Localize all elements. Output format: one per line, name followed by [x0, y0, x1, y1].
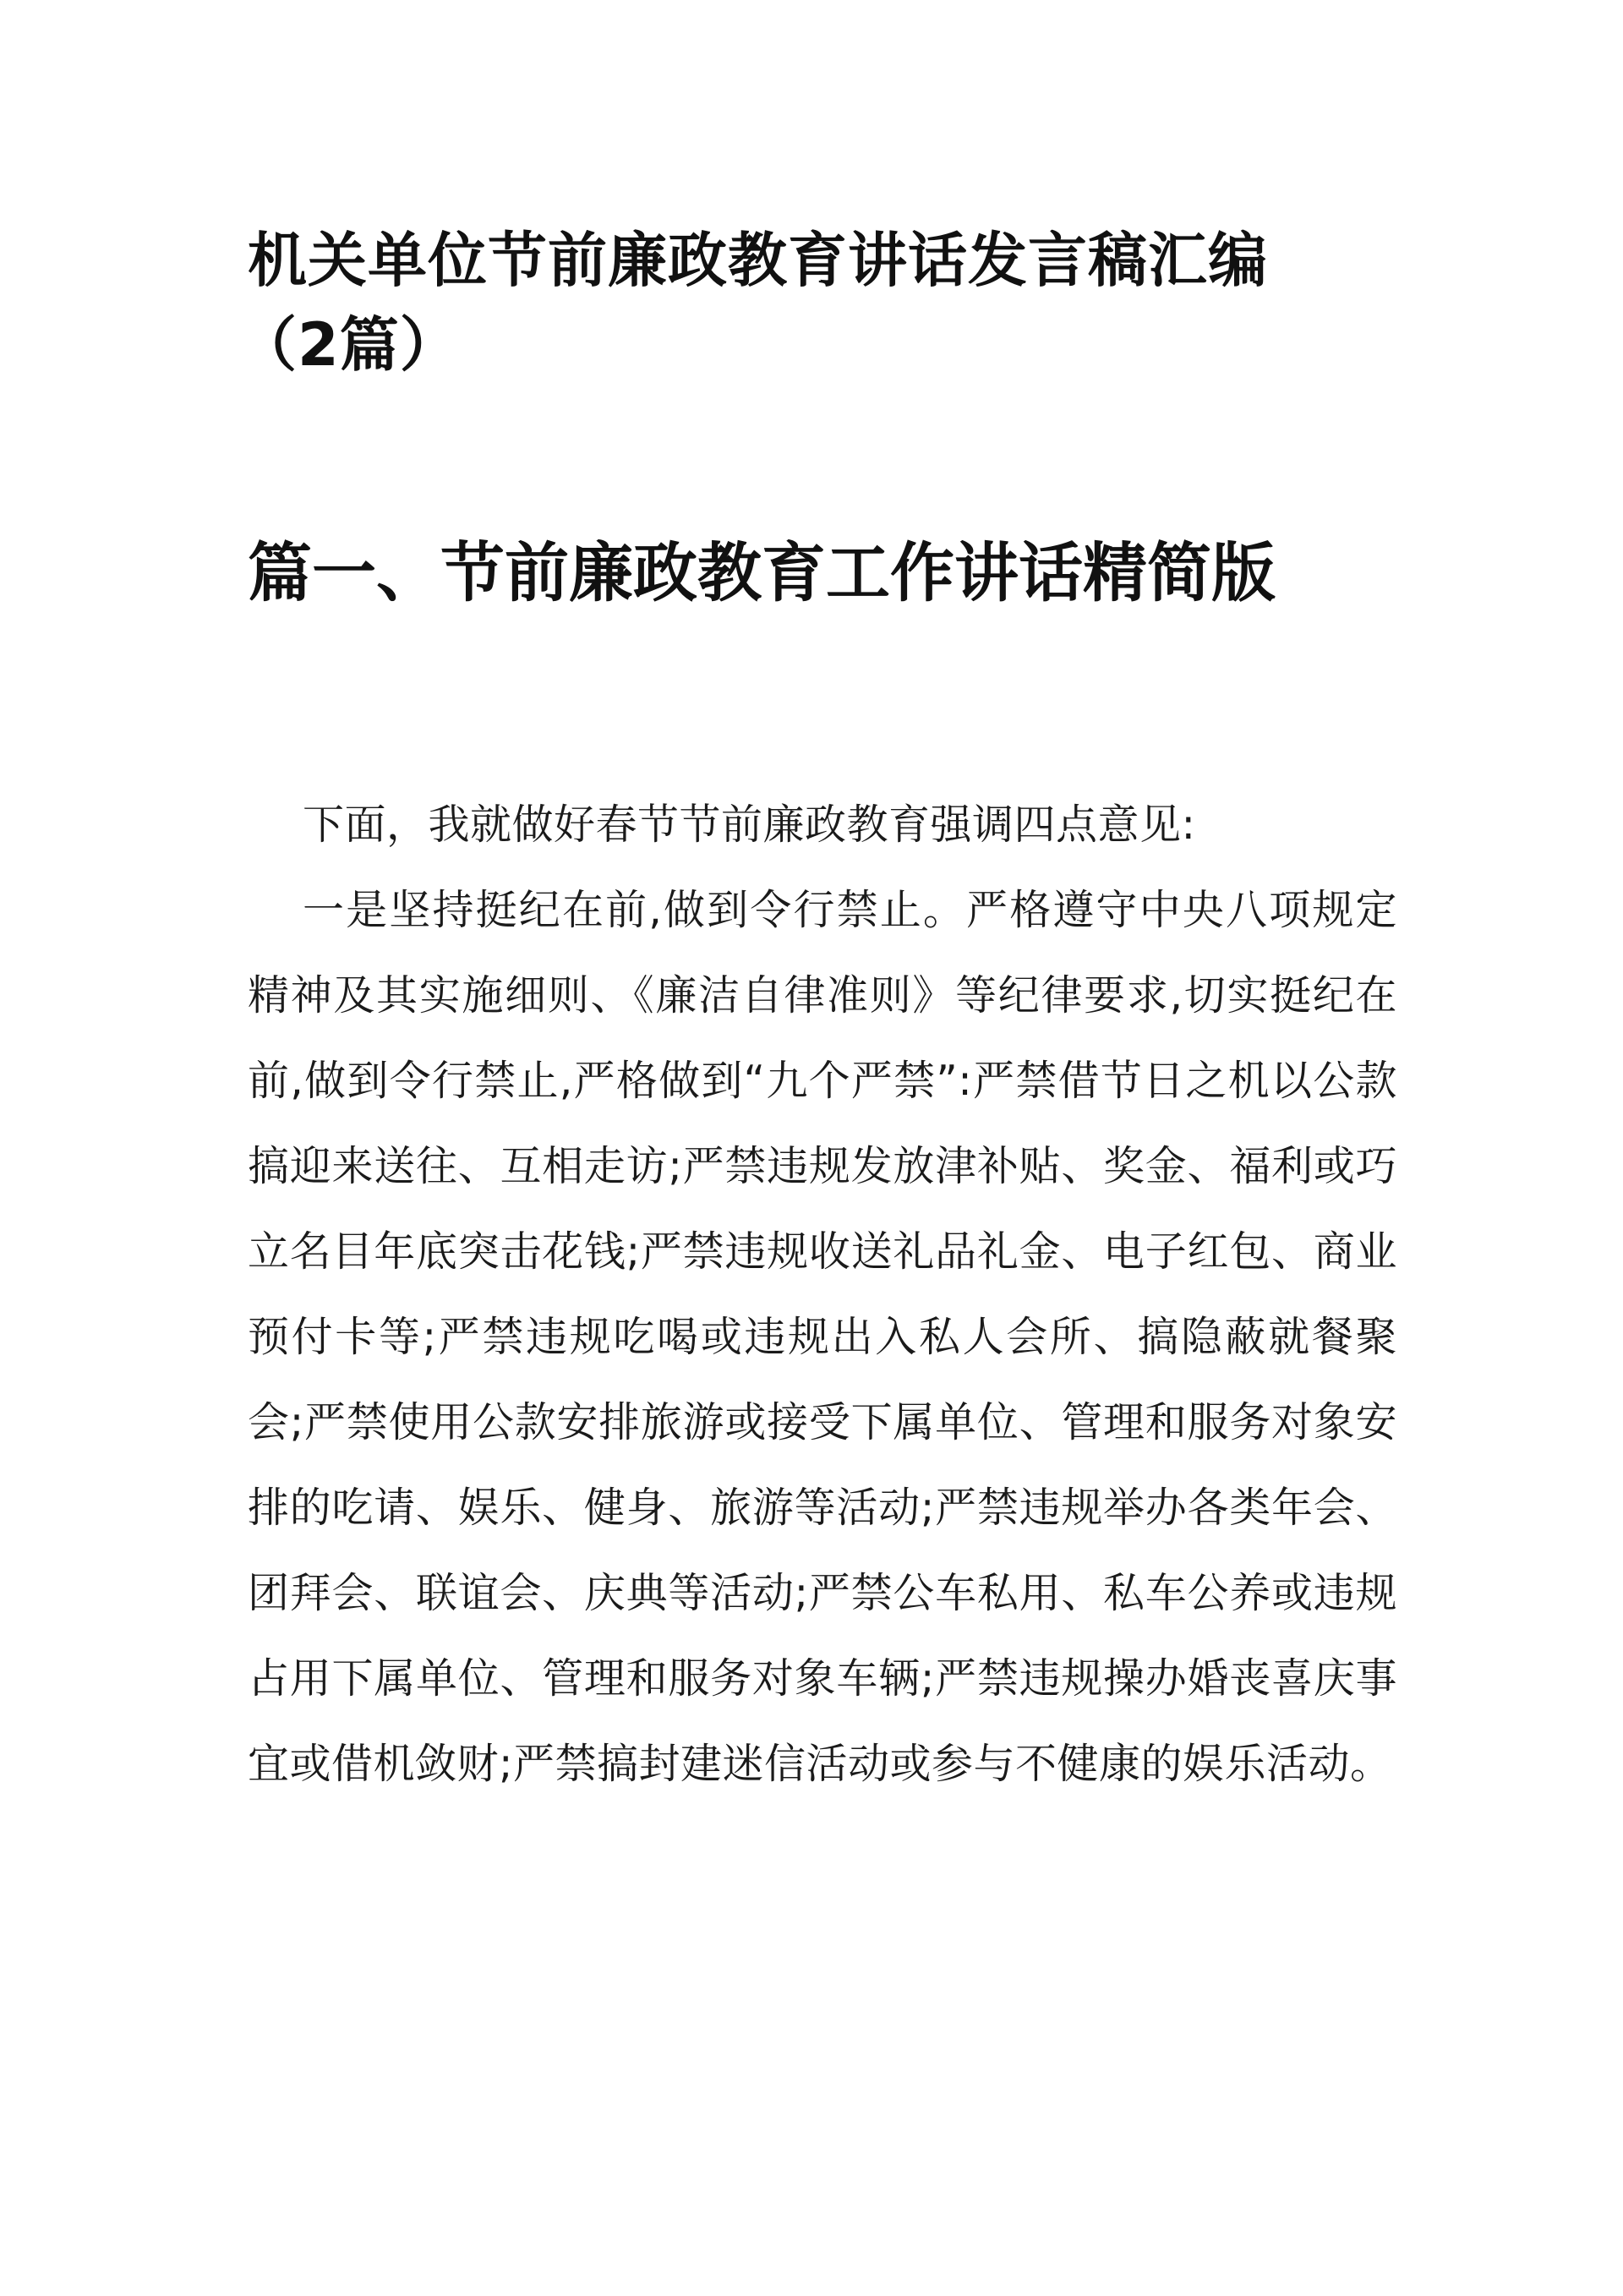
document-title — [238, 218, 1414, 387]
document-body — [248, 782, 1397, 1807]
section-heading: 篇一、节前廉政教育工作讲话精简版 — [248, 535, 1276, 610]
intro-paragraph: 下面，我就做好春节节前廉政教育强调四点意见: — [303, 801, 1196, 849]
document-title-count: （2篇） — [238, 310, 460, 380]
body-paragraph: 一是坚持挺纪在前,做到令行禁止。严格遵守中央八项规定精神及其实施细则、《廉洁自律准则》等纪律要求,切实挺纪在前,做到令行禁止,严格做到“九个严禁”:严禁借节日之机以公款搞迎来送往、互相走访;严禁违规发放津补贴、奖金、福利或巧立名目年底突击花钱;严禁违规收送礼品礼金、电子红包、商业预付卡等;严禁违规吃喝或违规出入私人会所、搞隐蔽就餐聚会;严禁使用公款安排旅游或接受下属单位、管理和服务对象安排的吃请、娱乐、健身、旅游等活动;严禁违规举办各类年会、团拜会、联谊会、庆典等活动;严禁公车私用、私车公养或违规占用下属单位、管理和服务对象车辆;严禁违规操办婚丧喜庆事宜或借机敛财;严禁搞封建迷信活动或参与不健康的娱乐活动。 — [248, 886, 1397, 1788]
document-title-main: 机关单位节前廉政教育讲话发言稿汇编 — [248, 226, 1268, 295]
